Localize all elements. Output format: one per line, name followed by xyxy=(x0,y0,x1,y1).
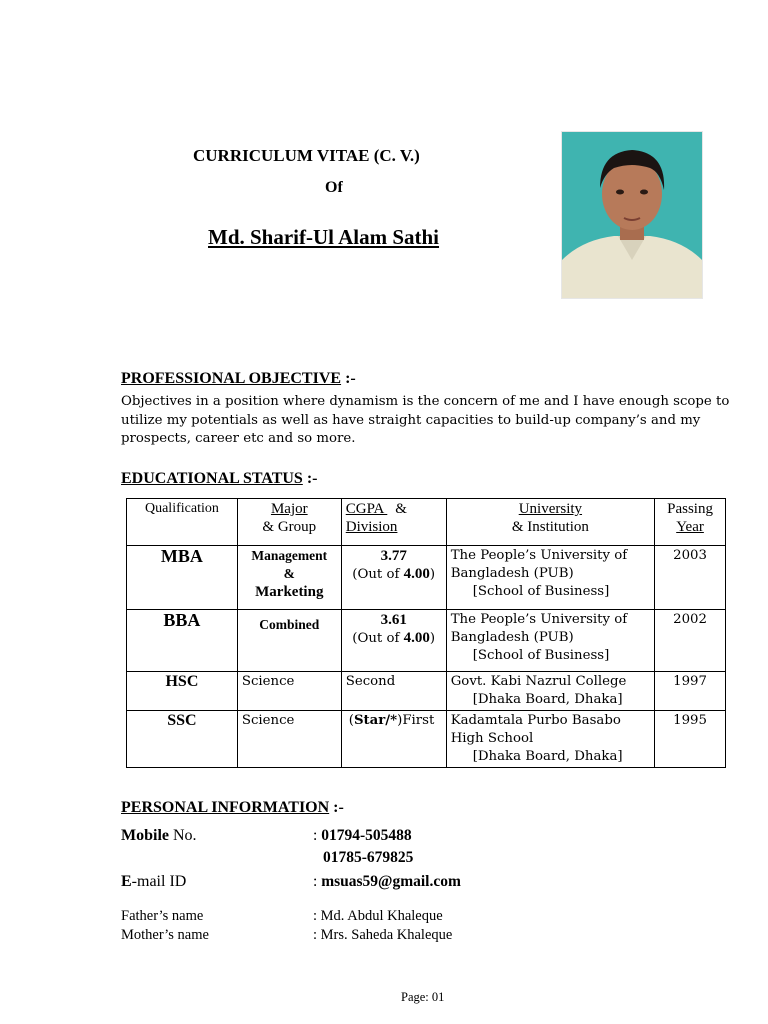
profile-photo-image xyxy=(562,132,702,298)
year-cell: 2003 xyxy=(655,546,726,610)
degree-cell: HSC xyxy=(127,672,238,711)
institution-cell: Kadamtala Purbo Basabo High School [Dhaka Board, Dhaka] xyxy=(446,711,654,768)
personal-heading: PERSONAL INFORMATION :- xyxy=(121,799,344,816)
year-cell: 2002 xyxy=(655,610,726,672)
degree-cell: SSC xyxy=(127,711,238,768)
institution-cell: The People’s University of Bangladesh (PUB) [School of Business] xyxy=(446,546,654,610)
mother-value: : Mrs. Saheda Khaleque xyxy=(313,927,453,943)
col-major: Major & Group xyxy=(237,499,341,546)
table-row xyxy=(127,610,726,672)
table-row xyxy=(127,546,726,610)
education-table xyxy=(126,498,726,768)
mobile-label: Mobile No. xyxy=(121,827,197,844)
col-passing-year: Passing Year xyxy=(655,499,726,546)
degree-cell: MBA xyxy=(127,546,238,610)
table-header-row xyxy=(127,499,726,546)
cgpa-cell: 3.61 (Out of 4.00) xyxy=(341,610,446,672)
year-cell: 1995 xyxy=(655,711,726,768)
table-row xyxy=(127,672,726,711)
mother-label: Mother’s name xyxy=(121,927,209,943)
major-cell: Combined xyxy=(237,610,341,672)
cv-title: CURRICULUM VITAE (C. V.) xyxy=(193,146,420,165)
profile-photo xyxy=(561,131,703,299)
major-cell: Science xyxy=(237,711,341,768)
page-number: Page: 01 xyxy=(401,990,445,1004)
father-label: Father’s name xyxy=(121,908,204,924)
major-cell: Science xyxy=(237,672,341,711)
division-cell: Second xyxy=(341,672,446,711)
cgpa-cell: 3.77 (Out of 4.00) xyxy=(341,546,446,610)
candidate-name: Md. Sharif-Ul Alam Sathi xyxy=(208,225,440,249)
table-row xyxy=(127,711,726,768)
col-university: University & Institution xyxy=(446,499,654,546)
email-value: : msuas59@gmail.com xyxy=(313,873,461,890)
institution-cell: Govt. Kabi Nazrul College [Dhaka Board, Dhaka] xyxy=(446,672,654,711)
major-cell: Management & Marketing xyxy=(237,546,341,610)
degree-cell: BBA xyxy=(127,610,238,672)
objective-heading: PROFESSIONAL OBJECTIVE :- xyxy=(121,370,356,387)
division-cell: (Star/*)First xyxy=(341,711,446,768)
email-label: E-mail ID xyxy=(121,873,187,890)
mobile-value-1: : 01794-505488 xyxy=(313,827,412,844)
cv-of: Of xyxy=(325,179,343,196)
objective-text: Objectives in a position where dynamism is the concern of me and I have enough scope to utilize my potentials as well as have straight capacities to build-up company’s and my prospects, career etc and so more. xyxy=(121,394,730,446)
institution-cell: The People’s University of Bangladesh (PUB) [School of Business] xyxy=(446,610,654,672)
father-value: : Md. Abdul Khaleque xyxy=(313,908,443,924)
year-cell: 1997 xyxy=(655,672,726,711)
education-heading: EDUCATIONAL STATUS :- xyxy=(121,470,318,487)
col-cgpa: CGPA & Division xyxy=(341,499,446,546)
col-qualification: Qualification xyxy=(127,499,238,546)
mobile-value-2: 01785-679825 xyxy=(323,849,414,866)
